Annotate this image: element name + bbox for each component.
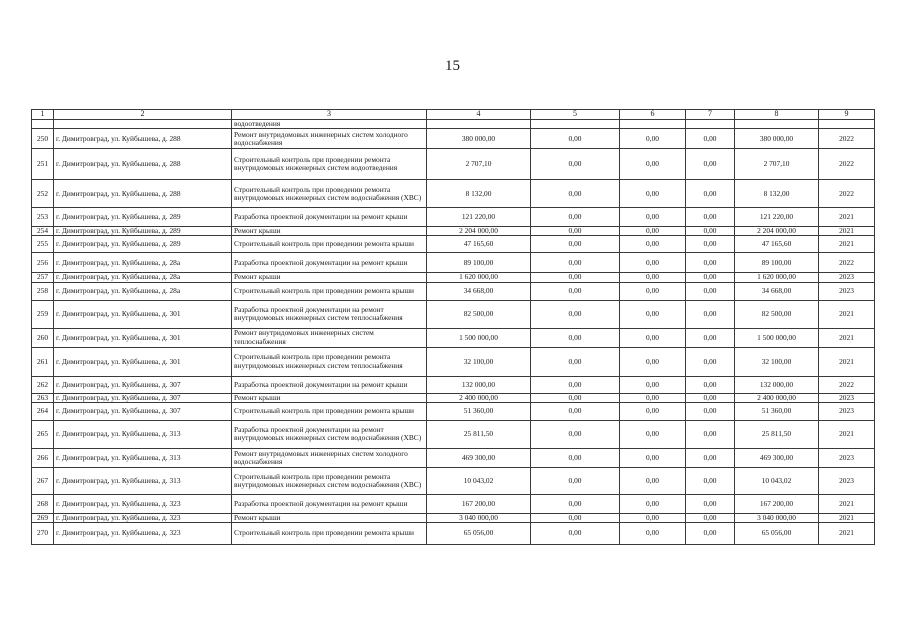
year-cell: 2023 — [819, 467, 875, 494]
column-header: 1 — [32, 110, 54, 120]
amount-cell-col6: 0,00 — [620, 149, 686, 180]
address-cell: г. Димитровград, ул. Куйбышева, д. 28а — [54, 273, 232, 282]
row-number: 266 — [32, 448, 54, 467]
total-cost-cell: 469 300,00 — [427, 448, 531, 467]
work-type-cell: Строительный контроль при проведении ремонта внутридомовых инженерных систем водоотведения — [232, 149, 427, 180]
amount-cell-col5: 0,00 — [531, 328, 620, 347]
work-type-cell: Разработка проектной документации на ремонт крыши — [232, 208, 427, 227]
amount-cell-col5: 0,00 — [531, 513, 620, 522]
amount-cell-col8: 89 100,00 — [735, 253, 819, 273]
amount-cell-col7: 0,00 — [686, 513, 735, 522]
work-type-cell: Ремонт крыши — [232, 393, 427, 402]
column-header: 8 — [735, 110, 819, 120]
work-type-cell: Строительный контроль при проведении ремонта внутридомовых инженерных систем водоснабжения (ХВС) — [232, 180, 427, 208]
work-type-cell: Ремонт внутридомовых инженерных систем холодного водоснабжения — [232, 129, 427, 149]
address-cell: г. Димитровград, ул. Куйбышева, д. 288 — [54, 149, 232, 180]
amount-cell-col5: 0,00 — [531, 376, 620, 393]
amount-cell-col8: 132 000,00 — [735, 376, 819, 393]
row-number: 256 — [32, 253, 54, 273]
table-row — [32, 180, 875, 208]
amount-cell-col7: 0,00 — [686, 393, 735, 402]
address-cell: г. Димитровград, ул. Куйбышева, д. 323 — [54, 494, 232, 513]
total-cost-cell: 2 707,10 — [427, 149, 531, 180]
amount-cell-col7: 0,00 — [686, 180, 735, 208]
amount-cell-col5: 0,00 — [531, 347, 620, 376]
total-cost-cell: 34 668,00 — [427, 282, 531, 300]
total-cost-cell: 8 132,00 — [427, 180, 531, 208]
amount-cell-col5: 0,00 — [531, 253, 620, 273]
total-cost-cell: 10 043,02 — [427, 467, 531, 494]
work-type-cell: Строительный контроль при проведении ремонта крыши — [232, 282, 427, 300]
amount-cell-col5: 0,00 — [531, 273, 620, 282]
amount-cell-col6: 0,00 — [620, 420, 686, 448]
amount-cell-col5: 0,00 — [531, 236, 620, 253]
address-cell: г. Димитровград, ул. Куйбышева, д. 313 — [54, 420, 232, 448]
column-header: 6 — [620, 110, 686, 120]
column-header: 2 — [54, 110, 232, 120]
year-cell: 2021 — [819, 227, 875, 236]
address-cell: г. Димитровград, ул. Куйбышева, д. 28а — [54, 282, 232, 300]
total-cost-cell: 2 400 000,00 — [427, 393, 531, 402]
year-cell: 2021 — [819, 328, 875, 347]
amount-cell-col6: 0,00 — [620, 523, 686, 545]
table-row — [32, 347, 875, 376]
address-cell: г. Димитровград, ул. Куйбышева, д. 289 — [54, 208, 232, 227]
row-number: 255 — [32, 236, 54, 253]
total-cost-cell: 32 100,00 — [427, 347, 531, 376]
amount-cell-col8: 51 360,00 — [735, 402, 819, 420]
table-row — [32, 129, 875, 149]
row-number: 251 — [32, 149, 54, 180]
amount-cell-col8: 121 220,00 — [735, 208, 819, 227]
row-number: 268 — [32, 494, 54, 513]
total-cost-cell: 1 500 000,00 — [427, 328, 531, 347]
address-cell: г. Димитровград, ул. Куйбышева, д. 288 — [54, 129, 232, 149]
row-number: 258 — [32, 282, 54, 300]
amount-cell-col7: 0,00 — [686, 347, 735, 376]
amount-cell-col7: 0,00 — [686, 328, 735, 347]
amount-cell-col7: 0,00 — [686, 208, 735, 227]
year-cell: 2023 — [819, 402, 875, 420]
amount-cell-col8: 2 400 000,00 — [735, 393, 819, 402]
work-type-cell: Ремонт крыши — [232, 513, 427, 522]
work-type-cell: Ремонт внутридомовых инженерных систем теплоснабжения — [232, 328, 427, 347]
amount-cell-col7: 0,00 — [686, 467, 735, 494]
amount-cell-col5: 0,00 — [531, 448, 620, 467]
amount-cell-col6: 0,00 — [620, 467, 686, 494]
amount-cell-col8: 32 100,00 — [735, 347, 819, 376]
row-number: 265 — [32, 420, 54, 448]
amount-cell-col7: 0,00 — [686, 227, 735, 236]
address-cell: г. Димитровград, ул. Куйбышева, д. 301 — [54, 328, 232, 347]
row-number: 253 — [32, 208, 54, 227]
amount-cell-col6: 0,00 — [620, 129, 686, 149]
year-cell: 2022 — [819, 149, 875, 180]
amount-cell-col6: 0,00 — [620, 236, 686, 253]
amount-cell-col8: 25 811,50 — [735, 420, 819, 448]
amount-cell-col7: 0,00 — [686, 420, 735, 448]
total-cost-cell: 380 000,00 — [427, 129, 531, 149]
amount-cell-col8: 1 500 000,00 — [735, 328, 819, 347]
address-cell: г. Димитровград, ул. Куйбышева, д. 307 — [54, 402, 232, 420]
work-type-cell: Ремонт внутридомовых инженерных систем холодного водоснабжения — [232, 448, 427, 467]
amount-cell-col6: 0,00 — [620, 300, 686, 328]
amount-cell-col8: 82 500,00 — [735, 300, 819, 328]
amount-cell-col7: 0,00 — [686, 523, 735, 545]
row-number: 262 — [32, 376, 54, 393]
amount-cell-col5: 0,00 — [531, 282, 620, 300]
work-type-cell: Строительный контроль при проведении ремонта внутридомовых инженерных систем водоснабжения (ХВС) — [232, 467, 427, 494]
work-type-cell: Разработка проектной документации на ремонт крыши — [232, 253, 427, 273]
amount-cell-col5: 0,00 — [531, 393, 620, 402]
amount-cell-col5: 0,00 — [531, 227, 620, 236]
address-cell: г. Димитровград, ул. Куйбышева, д. 288 — [54, 180, 232, 208]
table-row — [32, 523, 875, 545]
row-number: 264 — [32, 402, 54, 420]
row-number: 254 — [32, 227, 54, 236]
row-number: 260 — [32, 328, 54, 347]
page-number: 15 — [445, 58, 460, 74]
year-cell: 2021 — [819, 236, 875, 253]
amount-cell-col6: 0,00 — [620, 282, 686, 300]
row-number: 269 — [32, 513, 54, 522]
address-cell: г. Димитровград, ул. Куйбышева, д. 323 — [54, 523, 232, 545]
amount-cell-col7: 0,00 — [686, 253, 735, 273]
year-cell: 2023 — [819, 393, 875, 402]
row-number: 257 — [32, 273, 54, 282]
amount-cell-col7: 0,00 — [686, 448, 735, 467]
table-row — [32, 402, 875, 420]
year-cell: 2023 — [819, 448, 875, 467]
amount-cell-col6: 0,00 — [620, 253, 686, 273]
amount-cell-col7: 0,00 — [686, 402, 735, 420]
table-row — [32, 448, 875, 467]
table-row — [32, 300, 875, 328]
amount-cell-col8: 469 300,00 — [735, 448, 819, 467]
address-cell: г. Димитровград, ул. Куйбышева, д. 323 — [54, 513, 232, 522]
year-cell: 2023 — [819, 273, 875, 282]
total-cost-cell: 25 811,50 — [427, 420, 531, 448]
amount-cell-col8: 2 204 000,00 — [735, 227, 819, 236]
year-cell: 2022 — [819, 129, 875, 149]
year-cell: 2021 — [819, 513, 875, 522]
year-cell: 2022 — [819, 180, 875, 208]
amount-cell-col8: 47 165,60 — [735, 236, 819, 253]
address-cell: г. Димитровград, ул. Куйбышева, д. 301 — [54, 300, 232, 328]
work-type-cell: Строительный контроль при проведении ремонта внутридомовых инженерных систем теплоснабжения — [232, 347, 427, 376]
amount-cell-col5: 0,00 — [531, 523, 620, 545]
amount-cell-col8: 10 043,02 — [735, 467, 819, 494]
year-cell: 2021 — [819, 300, 875, 328]
total-cost-cell: 65 056,00 — [427, 523, 531, 545]
year-cell: 2021 — [819, 523, 875, 545]
row-number: 252 — [32, 180, 54, 208]
amount-cell-col5: 0,00 — [531, 180, 620, 208]
total-cost-cell: 167 200,00 — [427, 494, 531, 513]
work-type-cell: Разработка проектной документации на ремонт внутридомовых инженерных систем водоснабжения (ХВС) — [232, 420, 427, 448]
amount-cell-col6: 0,00 — [620, 328, 686, 347]
column-header: 4 — [427, 110, 531, 120]
year-cell: 2021 — [819, 208, 875, 227]
row-number: 259 — [32, 300, 54, 328]
amount-cell-col5: 0,00 — [531, 149, 620, 180]
address-cell: г. Димитровград, ул. Куйбышева, д. 301 — [54, 347, 232, 376]
amount-cell-col5: 0,00 — [531, 494, 620, 513]
work-type-cell: Разработка проектной документации на ремонт крыши — [232, 376, 427, 393]
amount-cell-col6: 0,00 — [620, 393, 686, 402]
amount-cell-col5: 0,00 — [531, 300, 620, 328]
row-number: 261 — [32, 347, 54, 376]
table-row — [32, 467, 875, 494]
total-cost-cell: 89 100,00 — [427, 253, 531, 273]
total-cost-cell: 47 165,60 — [427, 236, 531, 253]
table-row — [32, 376, 875, 393]
amount-cell-col6: 0,00 — [620, 448, 686, 467]
year-cell: 2022 — [819, 376, 875, 393]
work-type-cell: Строительный контроль при проведении ремонта крыши — [232, 236, 427, 253]
work-type-cell: Разработка проектной документации на ремонт внутридомовых инженерных систем теплоснабжения — [232, 300, 427, 328]
amount-cell-col8: 8 132,00 — [735, 180, 819, 208]
address-cell: г. Димитровград, ул. Куйбышева, д. 307 — [54, 376, 232, 393]
column-number-row — [32, 110, 875, 120]
table-row — [32, 393, 875, 402]
column-header: 3 — [232, 110, 427, 120]
amount-cell-col7: 0,00 — [686, 149, 735, 180]
amount-cell-col7: 0,00 — [686, 494, 735, 513]
table-row — [32, 273, 875, 282]
total-cost-cell: 1 620 000,00 — [427, 273, 531, 282]
address-cell: г. Димитровград, ул. Куйбышева, д. 289 — [54, 236, 232, 253]
year-cell: 2023 — [819, 282, 875, 300]
row-number: 263 — [32, 393, 54, 402]
address-cell: г. Димитровград, ул. Куйбышева, д. 289 — [54, 227, 232, 236]
continuation-text: водоотведения — [232, 120, 427, 129]
amount-cell-col6: 0,00 — [620, 208, 686, 227]
work-type-cell: Строительный контроль при проведении ремонта крыши — [232, 523, 427, 545]
total-cost-cell: 132 000,00 — [427, 376, 531, 393]
amount-cell-col6: 0,00 — [620, 402, 686, 420]
work-type-cell: Ремонт крыши — [232, 227, 427, 236]
amount-cell-col6: 0,00 — [620, 494, 686, 513]
amount-cell-col6: 0,00 — [620, 513, 686, 522]
table-row — [32, 236, 875, 253]
total-cost-cell: 82 500,00 — [427, 300, 531, 328]
amount-cell-col7: 0,00 — [686, 376, 735, 393]
amount-cell-col6: 0,00 — [620, 347, 686, 376]
table-row — [32, 253, 875, 273]
amount-cell-col5: 0,00 — [531, 208, 620, 227]
total-cost-cell: 51 360,00 — [427, 402, 531, 420]
work-type-cell: Ремонт крыши — [232, 273, 427, 282]
continuation-row — [32, 120, 875, 129]
amount-cell-col6: 0,00 — [620, 273, 686, 282]
amount-cell-col8: 2 707,10 — [735, 149, 819, 180]
table-row — [32, 149, 875, 180]
year-cell: 2021 — [819, 494, 875, 513]
amount-cell-col8: 167 200,00 — [735, 494, 819, 513]
table-row — [32, 227, 875, 236]
row-number: 267 — [32, 467, 54, 494]
amount-cell-col5: 0,00 — [531, 420, 620, 448]
table-row — [32, 420, 875, 448]
total-cost-cell: 2 204 000,00 — [427, 227, 531, 236]
year-cell: 2021 — [819, 347, 875, 376]
amount-cell-col7: 0,00 — [686, 236, 735, 253]
amount-cell-col7: 0,00 — [686, 300, 735, 328]
table-row — [32, 282, 875, 300]
total-cost-cell: 3 040 000,00 — [427, 513, 531, 522]
work-type-cell: Разработка проектной документации на ремонт крыши — [232, 494, 427, 513]
row-number: 250 — [32, 129, 54, 149]
total-cost-cell: 121 220,00 — [427, 208, 531, 227]
address-cell: г. Димитровград, ул. Куйбышева, д. 313 — [54, 467, 232, 494]
amount-cell-col8: 34 668,00 — [735, 282, 819, 300]
amount-cell-col7: 0,00 — [686, 282, 735, 300]
amount-cell-col7: 0,00 — [686, 129, 735, 149]
amount-cell-col8: 65 056,00 — [735, 523, 819, 545]
amount-cell-col6: 0,00 — [620, 376, 686, 393]
amount-cell-col5: 0,00 — [531, 129, 620, 149]
amount-cell-col5: 0,00 — [531, 467, 620, 494]
amount-cell-col8: 380 000,00 — [735, 129, 819, 149]
amount-cell-col6: 0,00 — [620, 227, 686, 236]
address-cell: г. Димитровград, ул. Куйбышева, д. 307 — [54, 393, 232, 402]
column-header: 9 — [819, 110, 875, 120]
amount-cell-col8: 1 620 000,00 — [735, 273, 819, 282]
year-cell: 2022 — [819, 253, 875, 273]
amount-cell-col7: 0,00 — [686, 273, 735, 282]
amount-cell-col6: 0,00 — [620, 180, 686, 208]
work-type-cell: Строительный контроль при проведении ремонта крыши — [232, 402, 427, 420]
column-header: 5 — [531, 110, 620, 120]
table-row — [32, 494, 875, 513]
table-row — [32, 208, 875, 227]
table-row — [32, 328, 875, 347]
address-cell: г. Димитровград, ул. Куйбышева, д. 313 — [54, 448, 232, 467]
row-number: 270 — [32, 523, 54, 545]
repair-schedule-table — [31, 109, 875, 545]
address-cell: г. Димитровград, ул. Куйбышева, д. 28а — [54, 253, 232, 273]
table-row — [32, 513, 875, 522]
year-cell: 2021 — [819, 420, 875, 448]
column-header: 7 — [686, 110, 735, 120]
amount-cell-col5: 0,00 — [531, 402, 620, 420]
amount-cell-col8: 3 040 000,00 — [735, 513, 819, 522]
